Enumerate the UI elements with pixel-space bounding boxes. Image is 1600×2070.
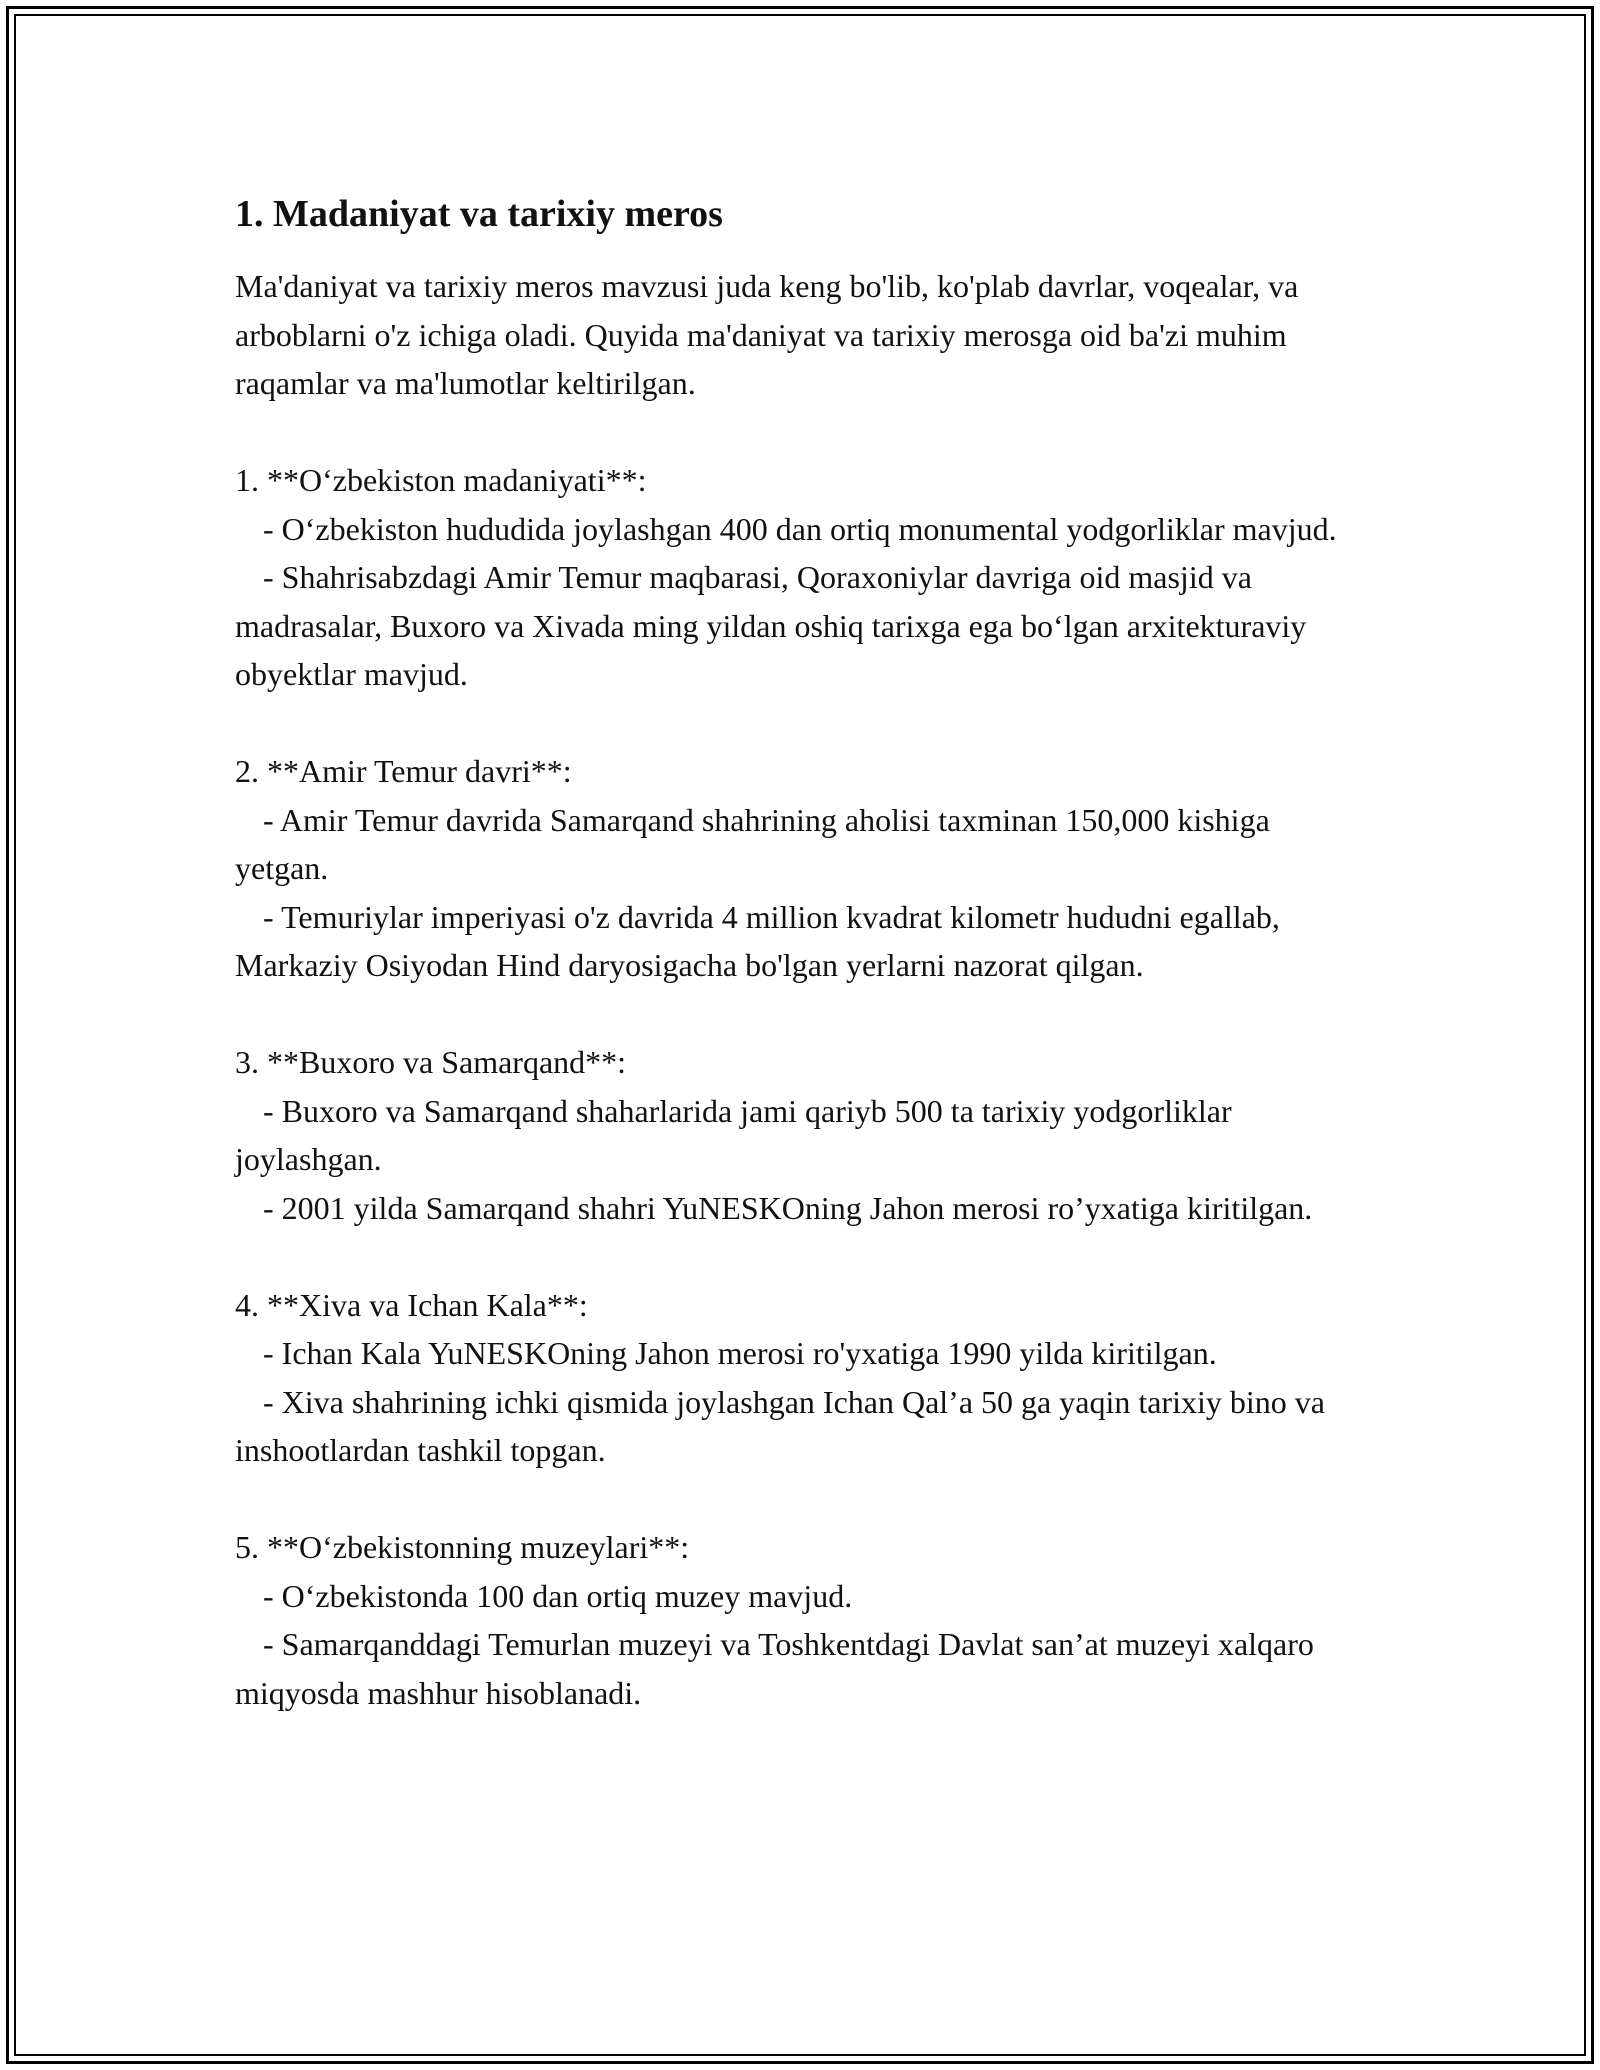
bullet-item: - Samarqanddagi Temurlan muzeyi va Toshkentdagi Davlat san’at muzeyi xalqaro miqyosda mashhur hisoblanadi. xyxy=(235,1626,1314,1711)
section-bukhara-samarkand xyxy=(235,1038,1365,1232)
bullet-item: - Temuriylar imperiyasi o'z davrida 4 million kvadrat kilometr hududni egallab, Markaziy Osiyodan Hind daryosigacha bo'lgan yerlarni nazorat qilgan. xyxy=(235,898,1280,983)
section-uzbekistan-culture xyxy=(235,456,1365,699)
bullet-item: - Shahrisabzdagi Amir Temur maqbarasi, Qoraxoniylar davriga oid masjid va madrasalar, Buxoro va Xivada ming yildan oshiq tarixga ega bo‘lgan arxitekturaviy obyektlar mavjud. xyxy=(235,559,1307,692)
intro-paragraph: Ma'daniyat va tarixiy meros mavzusi juda keng bo'lib, ko'plab davrlar, voqealar, va arboblarni o'z ichiga oladi. Quyida ma'daniyat va tarixiy merosga oid ba'zi muhim raqamlar va ma'lumotlar keltirilgan. xyxy=(235,268,1307,401)
section-amir-temur-era xyxy=(235,747,1365,990)
section-khiva-ichan-kala xyxy=(235,1281,1365,1475)
bullet-item: - Buxoro va Samarqand shaharlarida jami qariyb 500 ta tarixiy yodgorliklar joylashgan. xyxy=(235,1092,1232,1177)
bullet-item: - O‘zbekistonda 100 dan ortiq muzey mavjud. xyxy=(263,1577,853,1614)
bullet-item: - Amir Temur davrida Samarqand shahrining aholisi taxminan 150,000 kishiga yetgan. xyxy=(235,801,1270,886)
bullet-item: - O‘zbekiston hududida joylashgan 400 dan ortiq monumental yodgorliklar mavjud. xyxy=(263,510,1337,547)
bullet-item: - Xiva shahrining ichki qismida joylashgan Ichan Qal’a 50 ga yaqin tarixiy bino va inshootlardan tashkil topgan. xyxy=(235,1383,1325,1468)
section-museums xyxy=(235,1523,1365,1717)
section-heading: 4. **Xiva va Ichan Kala**: xyxy=(235,1286,588,1323)
bullet-item: - 2001 yilda Samarqand shahri YuNESKOning Jahon merosi ro’yxatiga kiritilgan. xyxy=(263,1189,1313,1226)
bullet-item: - Ichan Kala YuNESKOning Jahon merosi ro'yxatiga 1990 yilda kiritilgan. xyxy=(263,1335,1217,1371)
section-heading: 2. **Amir Temur davri**: xyxy=(235,753,572,789)
document-body xyxy=(235,186,1365,1717)
section-heading: 3. **Buxoro va Samarqand**: xyxy=(235,1044,627,1080)
section-heading: 5. **O‘zbekistonning muzeylari**: xyxy=(235,1529,690,1565)
section-heading: 1. **O‘zbekiston madaniyati**: xyxy=(235,462,647,498)
document-title: 1. Madaniyat va tarixiy meros xyxy=(235,193,723,235)
